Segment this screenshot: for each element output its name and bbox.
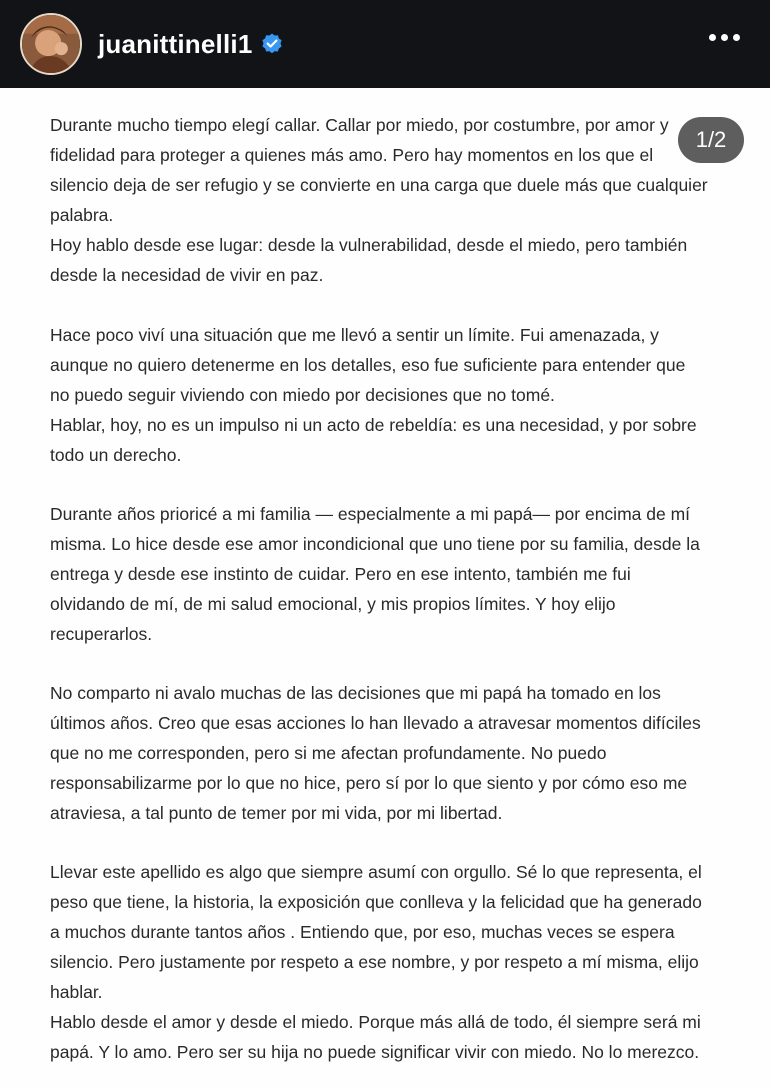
text-line: entrega y desde ese instinto de cuidar. Pero en ese intento, también me fui	[50, 564, 631, 584]
text-line: olvidando de mí, de mi salud emocional, y mis propios límites. Y hoy elijo	[50, 594, 616, 614]
text-line: responsabilizarme por lo que no hice, pero sí por lo que siento y por cómo eso me	[50, 773, 688, 793]
text-line: últimos años. Creo que esas acciones lo han llevado a atravesar momentos difíciles	[50, 713, 701, 733]
text-line: todo un derecho.	[50, 445, 182, 465]
text-line: silencio. Pero justamente por respeto a ese nombre, y por respeto a mí misma, elijo	[50, 952, 699, 972]
username[interactable]: juanittinelli1	[98, 28, 253, 59]
text-line: silencio deja de ser refugio y se convierte en una carga que duele más que cualquier	[50, 175, 708, 195]
text-line: no puedo seguir viviendo con miedo por decisiones que no tomé.	[50, 385, 555, 405]
more-horizontal-icon	[709, 34, 716, 41]
post-paragraph	[50, 499, 710, 649]
text-line: papá. Y lo amo. Pero ser su hija no puede significar vivir con miedo. No lo merezco.	[50, 1042, 700, 1062]
text-line: desde la necesidad de vivir en paz.	[50, 265, 324, 285]
post-image	[0, 88, 770, 1088]
carousel-page-indicator: 1/2	[678, 117, 744, 163]
text-line: misma. Lo hice desde ese amor incondicional que uno tiene por su familia, desde la	[50, 534, 700, 554]
text-line: peso que tiene, la historia, la exposición que conlleva y la felicidad que ha generado	[50, 892, 702, 912]
text-line: aunque no quiero detenerme en los detalles, eso fue suficiente para entender que	[50, 355, 686, 375]
text-line: a muchos durante tantos años . Entiendo que, por eso, muchas veces se espera	[50, 922, 675, 942]
verified-badge-icon	[260, 32, 284, 56]
text-line: No comparto ni avalo muchas de las decisiones que mi papá ha tomado en los	[50, 683, 661, 703]
text-line: Hoy hablo desde ese lugar: desde la vulnerabilidad, desde el miedo, pero también	[50, 235, 688, 255]
text-line: Durante mucho tiempo elegí callar. Callar por miedo, por costumbre, por amor y	[50, 115, 669, 135]
text-line: Llevar este apellido es algo que siempre asumí con orgullo. Sé lo que representa, el	[50, 862, 702, 882]
post-paragraph	[50, 110, 710, 290]
post-paragraph	[50, 320, 710, 470]
text-line: fidelidad para proteger a quienes más amo. Pero hay momentos en los que el	[50, 145, 654, 165]
text-line: Hace poco viví una situación que me llevó a sentir un límite. Fui amenazada, y	[50, 325, 659, 345]
text-line: palabra.	[50, 205, 114, 225]
post-paragraph	[50, 678, 710, 828]
post-paragraph	[50, 857, 710, 1067]
text-line: hablar.	[50, 982, 103, 1002]
text-line: Durante años prioricé a mi familia — especialmente a mi papá— por encima de mí	[50, 504, 691, 524]
text-line: Hablo desde el amor y desde el miedo. Porque más allá de todo, él siempre será mi	[50, 1012, 701, 1032]
text-line: Hablar, hoy, no es un impulso ni un acto de rebeldía: es una necesidad, y por sobre	[50, 415, 697, 435]
text-line: recuperarlos.	[50, 624, 153, 644]
text-line: atraviesa, a tal punto de temer por mi vida, por mi libertad.	[50, 803, 503, 823]
post-header	[0, 0, 770, 88]
text-line: que no me corresponden, pero si me afectan profundamente. No puedo	[50, 743, 607, 763]
more-options-button[interactable]	[705, 30, 744, 45]
avatar-image	[22, 15, 80, 73]
profile-avatar[interactable]	[20, 13, 82, 75]
